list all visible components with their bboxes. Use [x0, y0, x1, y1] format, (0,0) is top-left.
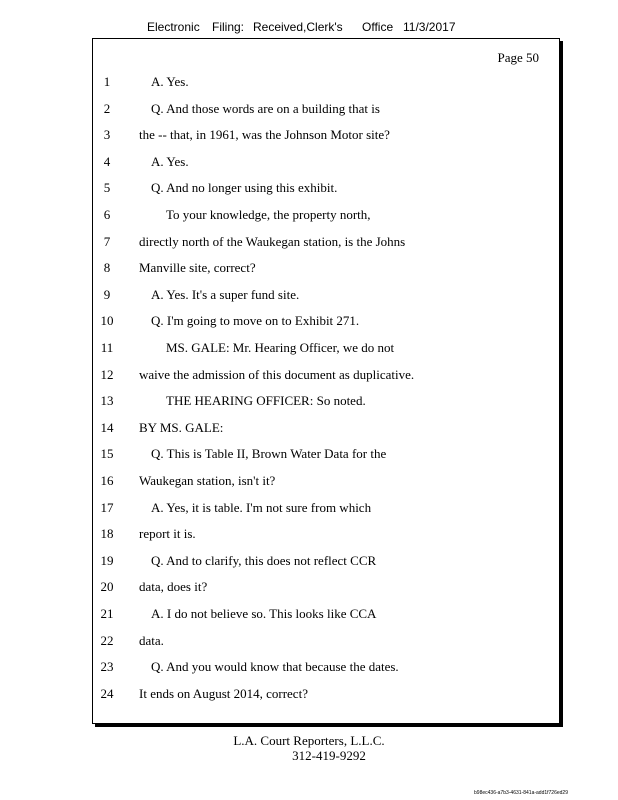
line-number: 6 [103, 207, 111, 222]
transcript-line [93, 500, 559, 520]
transcript-page-frame [92, 38, 560, 724]
filing-filing-word: Filing: [212, 20, 245, 34]
line-number: 3 [103, 127, 111, 143]
line-text: To your knowledge, the property north, [166, 207, 371, 222]
filing-electronic-word: Electronic [147, 20, 200, 34]
transcript-line [93, 606, 559, 626]
line-text: A. Yes. It's a super fund site. [151, 286, 300, 302]
line-number: 15 [100, 446, 114, 462]
transcript-line [93, 74, 559, 94]
line-text: A. Yes, it is table. I'm not sure from which [151, 499, 372, 515]
line-text: Q. I'm going to move on to Exhibit 271. [151, 313, 360, 329]
line-text: Q. And no longer using this exhibit. [151, 180, 338, 196]
line-text: It ends on August 2014, correct? [139, 685, 308, 701]
line-number: 9 [103, 286, 111, 302]
line-number: 1 [103, 74, 111, 89]
transcript-line [93, 340, 559, 360]
line-text: waive the admission of this document as duplicative. [139, 366, 415, 382]
line-number: 11 [100, 340, 114, 355]
line-number: 4 [103, 153, 111, 169]
transcript-line [93, 393, 559, 413]
transcript-line [93, 420, 559, 440]
line-text: A. Yes. [151, 74, 189, 89]
line-text: THE HEARING OFFICER: So noted. [166, 393, 366, 409]
transcript-line [93, 526, 559, 546]
transcript-line [93, 659, 559, 679]
line-text: data. [139, 632, 164, 648]
line-text: A. Yes. [151, 153, 189, 169]
reporter-phone: 312-419-9292 [292, 748, 366, 763]
transcript-line [93, 180, 559, 200]
transcript-line [93, 287, 559, 307]
line-number: 19 [100, 552, 114, 568]
line-number: 7 [103, 233, 111, 249]
transcript-line [93, 154, 559, 174]
transcript-line [93, 234, 559, 254]
transcript-line [93, 553, 559, 573]
transcript-line [93, 127, 559, 147]
line-number: 2 [103, 100, 111, 116]
line-number: 17 [100, 499, 114, 515]
line-text: data, does it? [139, 579, 208, 595]
line-number: 18 [100, 526, 114, 542]
line-text: A. I do not believe so. This looks like CCA [151, 606, 377, 621]
filing-office-word: Office [362, 20, 394, 34]
transcript-line [93, 313, 559, 333]
filing-received-word: Received,Clerk's [253, 20, 343, 34]
line-text: Q. And to clarify, this does not reflect CCR [151, 552, 377, 568]
line-text: directly north of the Waukegan station, is the Johns [139, 233, 406, 249]
line-number: 12 [100, 366, 114, 382]
line-text: Manville site, correct? [139, 260, 256, 276]
transcript-line [93, 101, 559, 121]
line-text: Q. And you would know that because the dates. [151, 659, 399, 675]
line-text: Waukegan station, isn't it? [139, 473, 276, 488]
line-number: 8 [103, 260, 111, 276]
filing-date: 11/3/2017 [403, 20, 456, 34]
transcript-line [93, 633, 559, 653]
page-number: Page 50 [497, 50, 539, 65]
line-text: Q. This is Table II, Brown Water Data for the [151, 446, 387, 462]
electronic-filing-header [0, 20, 618, 36]
line-number: 24 [100, 685, 114, 701]
line-number: 16 [100, 473, 114, 488]
line-number: 10 [100, 313, 114, 329]
transcript-line [93, 686, 559, 706]
line-number: 14 [100, 419, 114, 435]
transcript-line [93, 473, 559, 493]
line-number: 5 [103, 180, 111, 196]
transcript-line [93, 260, 559, 280]
document-hash: b98ec436-a7b3-4631-841a-add1f726ed29 [474, 790, 568, 796]
transcript-line [93, 367, 559, 387]
line-text: MS. GALE: Mr. Hearing Officer, we do not [166, 340, 395, 355]
reporter-company: L.A. Court Reporters, L.L.C. [233, 733, 385, 748]
line-number: 21 [100, 606, 114, 621]
line-number: 23 [100, 659, 114, 675]
transcript-line [93, 207, 559, 227]
line-number: 22 [100, 632, 114, 648]
line-number: 13 [100, 393, 114, 409]
line-number: 20 [100, 579, 114, 595]
line-text: BY MS. GALE: [139, 419, 224, 435]
transcript-line [93, 579, 559, 599]
line-text: report it is. [139, 526, 196, 542]
transcript-line [93, 446, 559, 466]
line-text: Q. And those words are on a building that is [151, 100, 380, 116]
line-text: the -- that, in 1961, was the Johnson Motor site? [139, 127, 390, 143]
